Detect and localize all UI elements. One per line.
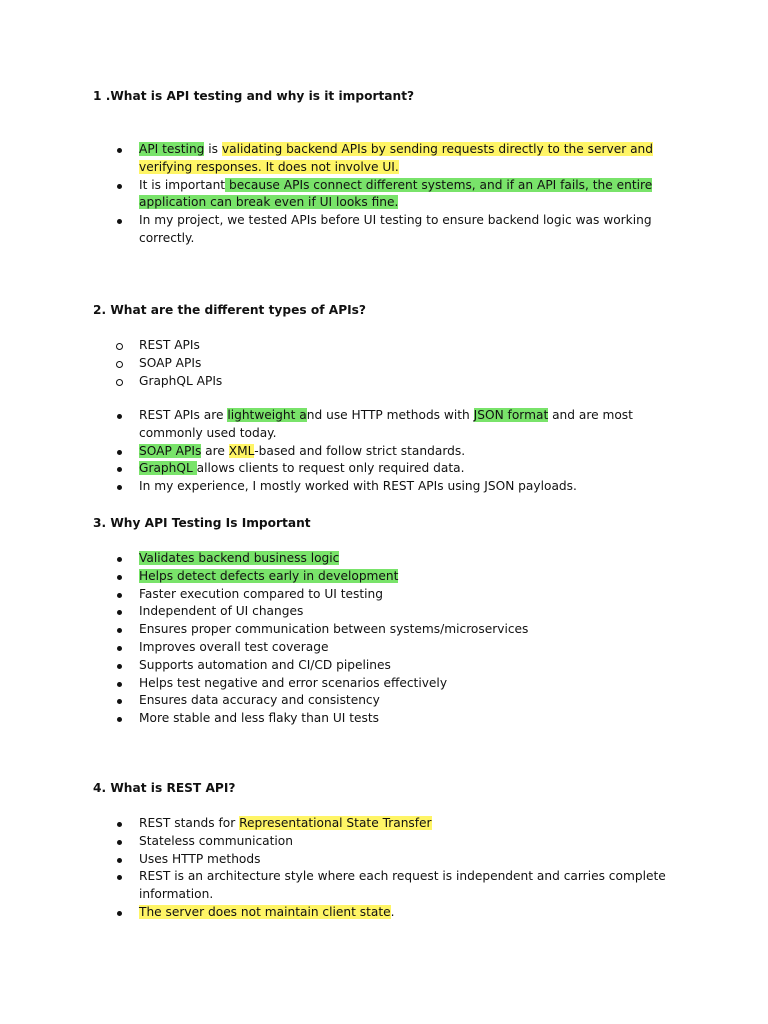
list-item: SOAP APIs (0, 355, 669, 373)
list-item: Validates backend business logic (0, 550, 669, 568)
question-1-heading: 1 .What is API testing and why is it important? (93, 89, 415, 103)
question-1-bullets (0, 141, 669, 248)
list-item: REST is an architecture style where each request is independent and carries complete information. (0, 868, 669, 904)
list-item: Improves overall test coverage (0, 639, 669, 657)
list-item: REST APIs are lightweight and use HTTP methods with JSON format and are most commonly used today. (0, 407, 669, 443)
question-2-heading: 2. What are the different types of APIs? (93, 303, 366, 317)
list-item: REST stands for Representational State Transfer (0, 815, 669, 833)
list-item: In my project, we tested APIs before UI testing to ensure backend logic was working correctly. (0, 212, 669, 248)
list-item: More stable and less flaky than UI tests (0, 710, 669, 728)
list-item: Independent of UI changes (0, 603, 669, 621)
list-item: The server does not maintain client state. (0, 904, 669, 922)
list-item: GraphQL APIs (0, 373, 669, 391)
list-item: Helps test negative and error scenarios effectively (0, 675, 669, 693)
question-3-heading: 3. Why API Testing Is Important (93, 516, 311, 530)
list-item: REST APIs (0, 337, 669, 355)
list-item: SOAP APIs are XML-based and follow strict standards. (0, 443, 669, 461)
list-item: Faster execution compared to UI testing (0, 586, 669, 604)
list-item: Ensures proper communication between systems/microservices (0, 621, 669, 639)
question-4-bullets (0, 815, 669, 922)
question-2-bullets (0, 407, 669, 496)
question-3-bullets (0, 550, 669, 728)
list-item: Ensures data accuracy and consistency (0, 692, 669, 710)
list-item: API testing is validating backend APIs by sending requests directly to the server and verifying responses. It does not involve UI. (0, 141, 669, 177)
list-item: GraphQL allows clients to request only required data. (0, 460, 669, 478)
list-item: It is important because APIs connect different systems, and if an API fails, the entire application can break even if UI looks fine. (0, 177, 669, 213)
list-item: Supports automation and CI/CD pipelines (0, 657, 669, 675)
question-4-heading: 4. What is REST API? (93, 781, 236, 795)
list-item: In my experience, I mostly worked with REST APIs using JSON payloads. (0, 478, 669, 496)
list-item: Helps detect defects early in development (0, 568, 669, 586)
list-item: Uses HTTP methods (0, 851, 669, 869)
list-item: Stateless communication (0, 833, 669, 851)
api-types-list (0, 337, 669, 390)
